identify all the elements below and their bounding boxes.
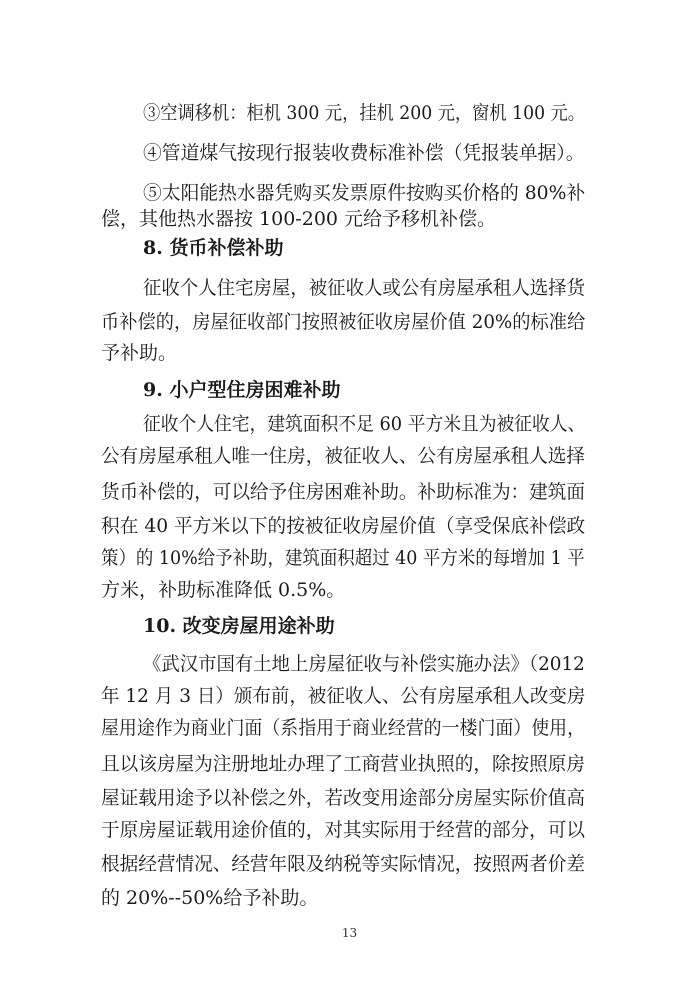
document-page: ③空调移机：柜机 300 元，挂机 200 元，窗机 100 元。 ④管道煤气按现行报装收费标准补偿（凭报装单据）。 ⑤太阳能热水器凭购买发票原件按购买价格的 80%补 偿，其他热水器按 100-200 元给予移机补偿。 8. 货币补偿补助 征收个人住宅房屋，被征收人或公有房屋承租人选择货 币补偿的，房屋征收部门按照被征收房屋价值 20%的标准给 予补助。 9. 小户型住房困难补助 征收个人住宅，建筑面积不足 60 平方米且为被征收人、 公有房屋承租人唯一住房，被征收人、公有房屋承租人选择 货币补偿的，可以给予住房困难补助。补助标准为：建筑面 积在 40 平方米以下的按被征收房屋价值（享受保底补偿政 策）的 10%给予补助，建筑面积超过 40 平方米的每增加 1 平 方米，补助标准降低 0.5%。 10. 改变房屋用途补助 《武汉市国有土地上房屋征收与补偿实施办法》（2012 年 12 月 3 日）颁布前，被征收人、公有房屋承租人改变房 屋用途作为商业门面（系指用于商业经营的一楼门面）使用， 且以该房屋为注册地址办理了工商营业执照的，除按照原房 屋证载用途予以补偿之外，若改变用途部分房屋实际价值高 于原房屋证载用途价值的，对其实际用于经营的部分，可以 根据经营情况、经营年限及纳税等实际情况，按照两者价差 的 20%--50%给予补助。 13: [0, 0, 699, 989]
page-number: 13: [341, 926, 358, 940]
